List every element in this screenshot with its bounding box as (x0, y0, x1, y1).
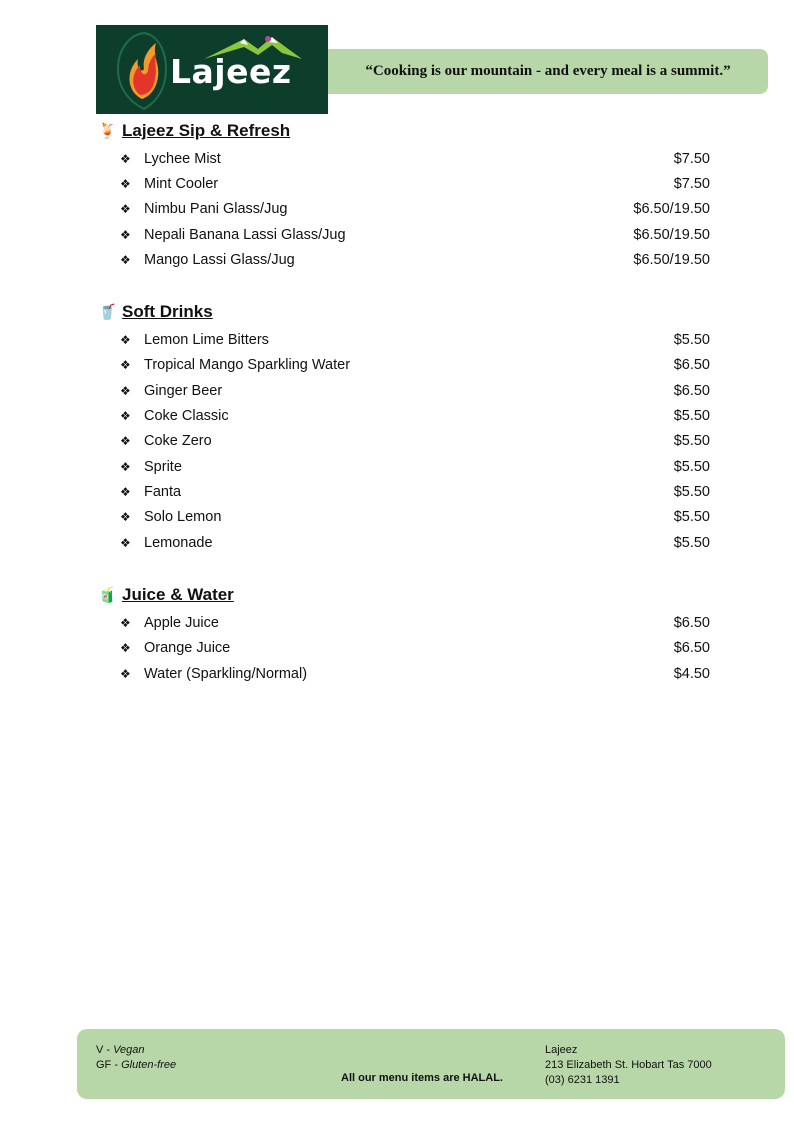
bullet-diamond-icon: ❖ (120, 177, 131, 191)
legend-meaning: Vegan (113, 1044, 145, 1056)
logo-wordmark: Lajeez (170, 52, 292, 91)
item-name: Nimbu Pani Glass/Jug (144, 201, 288, 217)
menu-item (120, 381, 710, 401)
section-heading: Soft Drinks (122, 302, 213, 321)
menu-item (120, 174, 710, 194)
item-name: Mint Cooler (144, 176, 219, 192)
menu-item (120, 149, 710, 169)
section-title-juice-water (98, 584, 234, 606)
section-heading: Juice & Water (122, 585, 234, 604)
item-name: Coke Zero (144, 433, 212, 449)
item-price: $6.50/19.50 (633, 252, 710, 268)
cup-with-straw-icon: 🥤 (98, 303, 117, 321)
section-title-soft-drinks (98, 301, 213, 323)
item-name: Sprite (144, 459, 182, 475)
contact-address: 213 Elizabeth St. Hobart Tas 7000 (545, 1059, 712, 1071)
menu-item (120, 457, 710, 477)
bullet-diamond-icon: ❖ (120, 510, 131, 524)
menu-item (120, 330, 710, 350)
logo (96, 25, 328, 114)
item-name: Solo Lemon (144, 509, 222, 525)
contact-info (545, 1043, 712, 1088)
item-price: $4.50 (673, 666, 710, 682)
bullet-diamond-icon: ❖ (120, 228, 131, 242)
item-price: $6.50 (673, 357, 710, 373)
tropical-drink-icon: 🍹 (98, 122, 117, 140)
juice-box-icon: 🧃 (98, 586, 117, 604)
item-price: $5.50 (673, 509, 710, 525)
item-name: Fanta (144, 484, 182, 500)
item-name: Tropical Mango Sparkling Water (144, 357, 351, 373)
bullet-diamond-icon: ❖ (120, 434, 131, 448)
bullet-diamond-icon: ❖ (120, 358, 131, 372)
item-price: $6.50/19.50 (633, 201, 710, 217)
bullet-diamond-icon: ❖ (120, 253, 131, 267)
item-price: $5.50 (673, 535, 710, 551)
legend-vegan (96, 1043, 176, 1058)
item-name: Lychee Mist (144, 151, 221, 167)
menu-item (120, 199, 710, 219)
item-name: Ginger Beer (144, 383, 223, 399)
item-name: Apple Juice (144, 615, 219, 631)
menu-item (120, 406, 710, 426)
tagline-banner (328, 49, 768, 94)
menu-item (120, 533, 710, 553)
item-name: Orange Juice (144, 640, 231, 656)
bullet-diamond-icon: ❖ (120, 152, 131, 166)
bullet-diamond-icon: ❖ (120, 616, 131, 630)
bullet-diamond-icon: ❖ (120, 641, 131, 655)
menu-item (120, 225, 710, 245)
menu-item (120, 355, 710, 375)
menu-item (120, 507, 710, 527)
item-name: Lemonade (144, 535, 213, 551)
contact-phone: (03) 6231 1391 (545, 1074, 620, 1086)
menu-item (120, 664, 710, 684)
item-price: $6.50 (673, 383, 710, 399)
menu-item (120, 482, 710, 502)
item-name: Lemon Lime Bitters (144, 332, 269, 348)
contact-name: Lajeez (545, 1044, 578, 1056)
bullet-diamond-icon: ❖ (120, 667, 131, 681)
item-price: $7.50 (673, 151, 710, 167)
item-price: $6.50/19.50 (633, 227, 710, 243)
section-title-sip-refresh (98, 120, 290, 142)
legend-meaning: Gluten-free (121, 1059, 177, 1071)
item-name: Coke Classic (144, 408, 229, 424)
item-price: $5.50 (673, 408, 710, 424)
legend-code: GF - (96, 1059, 122, 1071)
menu-item (120, 613, 710, 633)
item-price: $6.50 (673, 640, 710, 656)
menu-item (120, 250, 710, 270)
halal-note: All our menu items are HALAL. (341, 1072, 503, 1084)
footer-panel (77, 1029, 785, 1099)
menu-item (120, 431, 710, 451)
bullet-diamond-icon: ❖ (120, 460, 131, 474)
bullet-diamond-icon: ❖ (120, 384, 131, 398)
bullet-diamond-icon: ❖ (120, 333, 131, 347)
item-name: Nepali Banana Lassi Glass/Jug (144, 227, 346, 243)
menu-item (120, 638, 710, 658)
item-price: $6.50 (673, 615, 710, 631)
legend-gluten-free (96, 1058, 176, 1073)
bullet-diamond-icon: ❖ (120, 485, 131, 499)
bullet-diamond-icon: ❖ (120, 536, 131, 550)
item-price: $7.50 (673, 176, 710, 192)
item-price: $5.50 (673, 484, 710, 500)
item-price: $5.50 (673, 459, 710, 475)
bullet-diamond-icon: ❖ (120, 202, 131, 216)
dietary-legend (96, 1043, 176, 1073)
section-heading: Lajeez Sip & Refresh (122, 121, 291, 140)
item-name: Water (Sparkling/Normal) (144, 666, 308, 682)
item-price: $5.50 (673, 332, 710, 348)
bullet-diamond-icon: ❖ (120, 409, 131, 423)
tagline-text: “Cooking is our mountain - and every meal is a summit.” (365, 63, 731, 79)
item-price: $5.50 (673, 433, 710, 449)
legend-code: V - (96, 1044, 114, 1056)
item-name: Mango Lassi Glass/Jug (144, 252, 295, 268)
